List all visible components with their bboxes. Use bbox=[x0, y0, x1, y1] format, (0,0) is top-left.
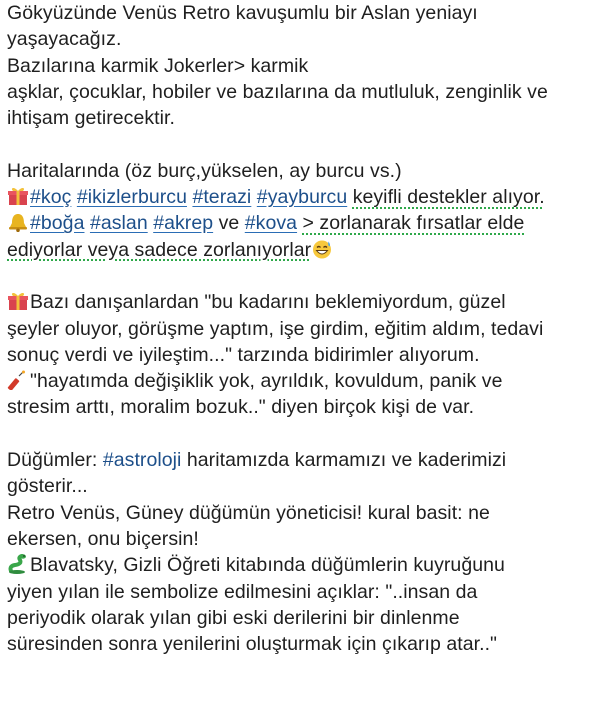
text-line bbox=[7, 552, 599, 578]
bell-icon bbox=[7, 212, 29, 232]
firecracker-icon bbox=[7, 370, 29, 390]
hashtag-link[interactable]: #terazi bbox=[192, 186, 252, 209]
text-fragment: ve bbox=[218, 212, 240, 235]
text-fragment: haritamızda karmamızı ve kaderimizi bbox=[186, 449, 507, 472]
text-line: sonuç verdi ve iyileştim..." tarzında bidirimler alıyorum. bbox=[7, 343, 480, 366]
text-line: Bazılarına karmik Jokerler> karmik bbox=[7, 54, 309, 77]
text-fragment: ediyorlar veya sadece zorlanıyorlar bbox=[7, 238, 312, 261]
text-fragment: "hayatımda değişiklik yok, ayrıldık, kovuldum, panik ve bbox=[30, 370, 503, 393]
text-line bbox=[7, 237, 599, 263]
text-line: Retro Venüs, Güney düğümün yöneticisi! kural basit: ne bbox=[7, 501, 490, 524]
text-fragment: Blavatsky, Gizli Öğreti kitabında düğümlerin kuyruğunu bbox=[30, 554, 505, 577]
text-line bbox=[7, 210, 599, 236]
text-line: Gökyüzünde Venüs Retro kavuşumlu bir Aslan yeniayı bbox=[7, 2, 478, 24]
post-text bbox=[7, 0, 599, 657]
text-line bbox=[7, 289, 599, 315]
hashtag-link[interactable]: #kova bbox=[244, 212, 298, 235]
gift-icon bbox=[7, 186, 29, 206]
text-line: şeyler oluyor, görüşme yaptım, işe girdim, eğitim aldım, tedavi bbox=[7, 317, 544, 340]
text-line bbox=[7, 447, 599, 473]
text-line: ihtişam getirecektir. bbox=[7, 107, 175, 130]
text-line: Haritalarında (öz burç,yükselen, ay burcu vs.) bbox=[7, 159, 402, 182]
text-line: stresim arttı, moralim bozuk.." diyen birçok kişi de var. bbox=[7, 396, 475, 419]
hashtag-link[interactable]: #ikizlerburcu bbox=[76, 186, 187, 209]
text-line bbox=[7, 184, 599, 210]
text-fragment: > zorlanarak fırsatlar elde bbox=[302, 212, 525, 235]
text-line: yaşayacağız. bbox=[7, 28, 122, 51]
text-fragment: Düğümler: bbox=[7, 449, 98, 472]
text-line: gösterir... bbox=[7, 475, 88, 498]
text-line: aşklar, çocuklar, hobiler ve bazılarına da mutluluk, zenginlik ve bbox=[7, 80, 548, 103]
text-line: periyodik olarak yılan gibi eski derilerini bir dinlenme bbox=[7, 606, 460, 629]
spacer bbox=[7, 263, 599, 289]
text-fragment: keyifli destekler alıyor. bbox=[352, 186, 545, 209]
hashtag-link[interactable]: #akrep bbox=[153, 212, 214, 235]
text-line: yiyen yılan ile sembolize edilmesini açıklar: "..insan da bbox=[7, 580, 478, 603]
hashtag-link[interactable]: #aslan bbox=[89, 212, 148, 235]
hashtag-link[interactable]: #yayburcu bbox=[256, 186, 348, 209]
text-line: ekersen, onu biçersin! bbox=[7, 527, 199, 550]
text-line: süresinden sonra yenilerini oluşturmak için çıkarıp atar.." bbox=[7, 633, 498, 656]
gift-icon bbox=[7, 291, 29, 311]
spacer bbox=[7, 421, 599, 447]
text-line bbox=[7, 368, 599, 394]
hashtag-link[interactable]: #koç bbox=[30, 186, 72, 209]
hashtag-link[interactable]: #boğa bbox=[30, 212, 85, 235]
text-fragment: Bazı danışanlardan "bu kadarını beklemiyordum, güzel bbox=[30, 291, 506, 314]
snake-icon bbox=[7, 554, 29, 574]
spacer bbox=[7, 131, 599, 157]
hashtag-link[interactable]: #astroloji bbox=[102, 449, 182, 472]
grinning-sweat-icon bbox=[311, 239, 333, 259]
